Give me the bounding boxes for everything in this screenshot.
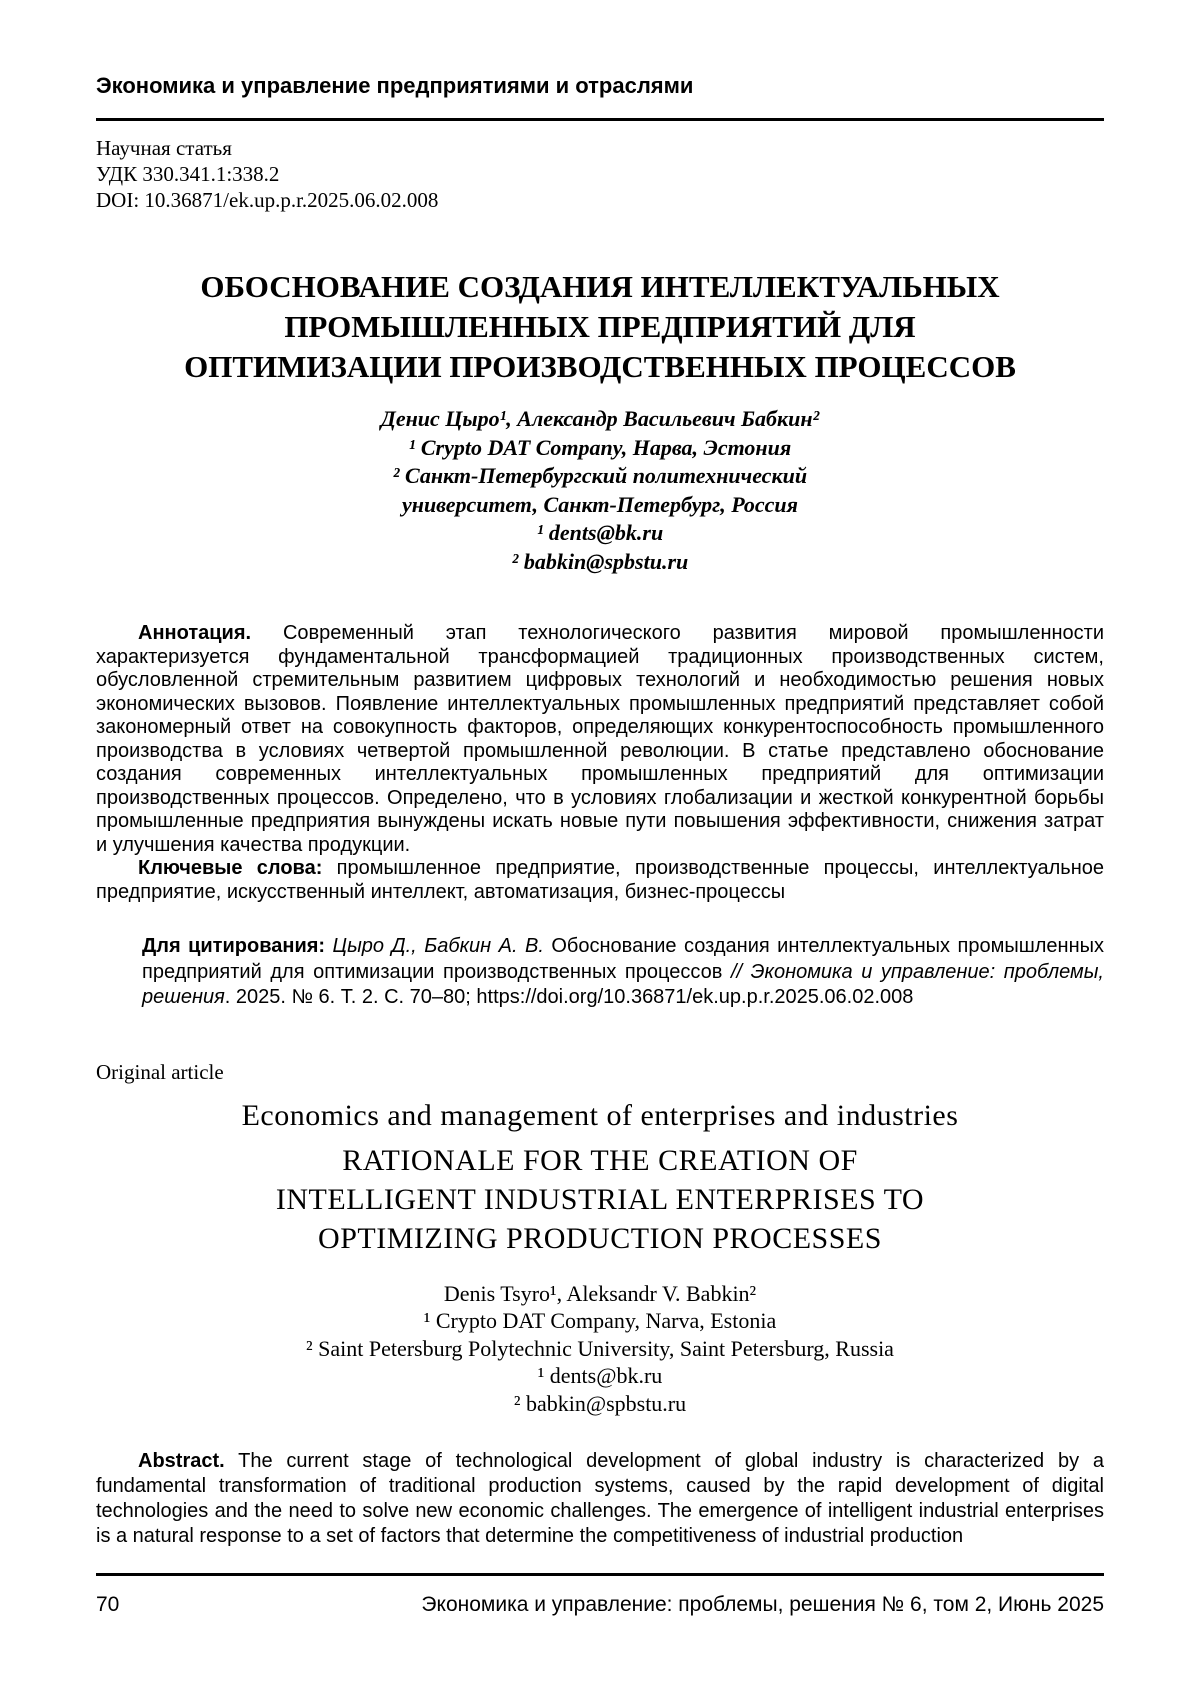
citation-title: Обоснование создания интеллектуальных промышленных предприятий для оптимизации производственных процессов: [142, 935, 1105, 983]
russian-affiliation-line: ² Санкт-Петербургский политехнический: [392, 463, 808, 489]
citation-label: Для цитирования:: [142, 935, 326, 958]
english-authors-line: Denis Tsyro¹, Aleksandr V. Babkin²: [443, 1280, 757, 1306]
journal-section-heading: Экономика и управление предприятиями и отраслями: [96, 73, 694, 98]
article-type-label: Научная статья: [96, 136, 232, 161]
russian-email-line: ¹ dents@bk.ru: [536, 520, 664, 546]
english-email-line: ² babkin@spbstu.ru: [513, 1390, 687, 1416]
english-abstract-text: The current stage of technological development of global industry is characterized by a fundamental transformation of traditional production systems, caused by the rapid development of digital technologies and the need to solve new economic challenges. The emergence of intelligent industrial enterprises is a natural response to a set of factors that determine the competitiveness of industrial production: [96, 1450, 1104, 1548]
russian-title-line: ОБОСНОВАНИЕ СОЗДАНИЯ ИНТЕЛЛЕКТУАЛЬНЫХ: [200, 269, 1000, 305]
russian-title-line: ПРОМЫШЛЕННЫХ ПРЕДПРИЯТИЙ ДЛЯ: [284, 309, 916, 345]
footer-row: [96, 1576, 1104, 1618]
header-divider: [96, 118, 1104, 121]
english-title-line: OPTIMIZING PRODUCTION PROCESSES: [318, 1221, 882, 1255]
english-email-line: ¹ dents@bk.ru: [537, 1363, 663, 1389]
article-meta: [96, 135, 1104, 213]
original-article-label: Original article: [96, 1059, 224, 1084]
doi-number: DOI: 10.36871/ek.up.p.r.2025.06.02.008: [96, 188, 439, 213]
russian-affiliation-line: университет, Санкт-Петербург, Россия: [401, 491, 799, 517]
english-affiliation-line: ¹ Crypto DAT Company, Narva, Estonia: [423, 1308, 777, 1334]
russian-authors-block: [96, 405, 1104, 576]
english-abstract-label: Abstract.: [138, 1450, 225, 1473]
english-authors-block: [96, 1280, 1104, 1418]
citation-authors: Цыро Д., Бабкин А. В.: [325, 935, 544, 958]
page-number: 70: [96, 1593, 120, 1616]
citation-paragraph: [142, 934, 1104, 1011]
citation-journal: // Экономика и управление: проблемы, решения: [142, 960, 1104, 1009]
english-abstract: [96, 1449, 1104, 1549]
english-section-heading: Economics and management of enterprises and industries: [241, 1098, 959, 1132]
page-footer: [96, 1573, 1104, 1618]
russian-email-line: ² babkin@spbstu.ru: [511, 548, 689, 574]
russian-title: [96, 267, 1104, 387]
russian-abstract: [96, 622, 1104, 857]
keywords-paragraph: [96, 857, 1104, 904]
footer-journal-line: Экономика и управление: проблемы, решения № 6, том 2, Июнь 2025: [421, 1593, 1104, 1616]
russian-abstract-text: Современный этап технологического развития мировой промышленности характеризуется фундаментальной трансформацией традиционных производственных систем, обусловленной стремительным развитием цифровых технологий и необходимостью решения новых экономических вызовов. Появление интеллектуальных промышленных предприятий представляет собой закономерный ответ на совокупность факторов, определяющих конкурентоспособность промышленного производства в условиях четвертой промышленной революции. В статье представлено обоснование создания современных интеллектуальных промышленных предприятий для оптимизации производственных процессов. Определено, что в условиях глобализации и жесткой конкурентной борьбы промышленные предприятия вынуждены искать новые пути повышения эффективности, снижения затрат и улучшения качества продукции.: [96, 622, 1104, 856]
keywords-label: Ключевые слова:: [138, 857, 323, 880]
russian-affiliation-line: ¹ Crypto DAT Company, Нарва, Эстония: [408, 434, 792, 460]
russian-title-line: ОПТИМИЗАЦИИ ПРОИЗВОДСТВЕННЫХ ПРОЦЕССОВ: [184, 349, 1016, 385]
english-title: [96, 1141, 1104, 1258]
russian-abstract-label: Аннотация.: [138, 622, 252, 645]
english-title-line: INTELLIGENT INDUSTRIAL ENTERPRISES TO: [275, 1182, 925, 1216]
citation-tail: . 2025. № 6. Т. 2. С. 70–80; https://doi.org/10.36871/ek.up.p.r.2025.06.02.008: [224, 986, 914, 1009]
russian-authors-line: Денис Цыро¹, Александр Васильевич Бабкин²: [380, 406, 820, 432]
udc-number: УДК 330.341.1:338.2: [96, 162, 280, 187]
keywords-text: промышленное предприятие, производственные процессы, интеллектуальное предприятие, искусственный интеллект, автоматизация, бизнес-процессы: [96, 857, 1104, 903]
english-title-line: RATIONALE FOR THE CREATION OF: [342, 1143, 858, 1177]
english-affiliation-line: ² Saint Petersburg Polytechnic University, Saint Petersburg, Russia: [306, 1335, 894, 1361]
